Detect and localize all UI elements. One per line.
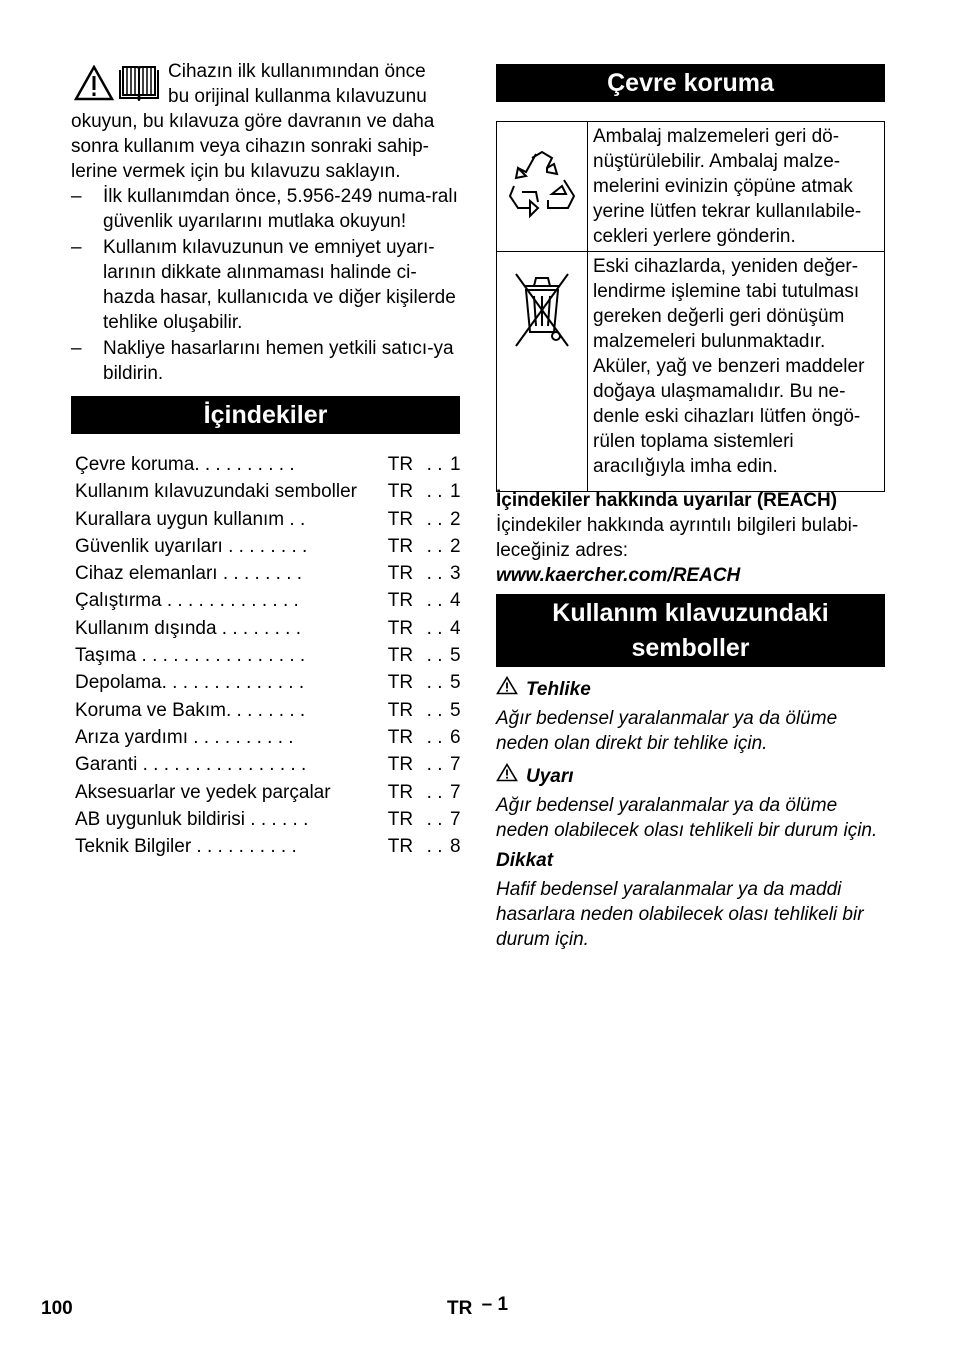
symbols-heading-line1: Kullanım kılavuzundaki: [552, 599, 829, 627]
toc-entry-lang: TR: [387, 836, 414, 858]
toc-entry-lang: TR: [387, 808, 414, 830]
reach-title: İçindekiler hakkında uyarılar (REACH): [496, 490, 838, 511]
toc-entry-dots: . .: [426, 590, 443, 612]
toc-row: [71, 478, 460, 505]
toc-entry-lang: TR: [387, 590, 414, 612]
intro-line-1: Cihazın ilk kullanımından önce: [168, 61, 426, 82]
toc-entry-lang: TR: [387, 699, 414, 721]
toc-row: [71, 833, 460, 860]
toc-entry-lang: TR: [387, 672, 414, 694]
toc-entry-lang: TR: [387, 754, 414, 776]
intro-line-4: sonra kullanım veya cihazın sonraki sahip-: [71, 136, 430, 157]
footer-sep: –: [481, 1294, 493, 1315]
toc-entry-page: 2: [450, 535, 461, 557]
toc-entry-lang: TR: [387, 617, 414, 639]
toc-entry-title: Çalıştırma . . . . . . . . . . . . .: [75, 590, 299, 612]
table-of-contents: [71, 451, 460, 860]
caution-title: Dikkat: [496, 850, 554, 871]
danger-header: [496, 676, 885, 702]
toc-entry-lang: TR: [387, 726, 414, 748]
symbols-heading-line2: semboller: [631, 634, 750, 662]
toc-entry-page: 5: [450, 672, 461, 694]
intro-line-2: bu orijinal kullanma kılavuzunu: [168, 86, 427, 107]
intro-line-3: okuyun, bu kılavuza göre davranın ve daha: [71, 111, 435, 132]
toc-entry-title: Teknik Bilgiler . . . . . . . . . .: [75, 836, 297, 858]
toc-entry-dots: . .: [426, 535, 443, 557]
warning-triangle-icon: [496, 763, 518, 789]
toc-entry-lang: TR: [387, 563, 414, 585]
weee-text: Eski cihazlarda, yeniden değer-lendirme işlemine tabi tutulması gereken değerli geri dönüşüm malzemeleri bulunmaktadır. Aküler, yağ ve benzeri maddeler doğaya ulaşmamalıdır. Bu ne-denle eski cihazları lütfen öngö-rülen toplama sistemleri aracılığıyla imha edin.: [588, 252, 885, 492]
crossed-bin-icon: [510, 334, 574, 355]
toc-entry-title: Güvenlik uyarıları . . . . . . . .: [75, 535, 308, 557]
toc-entry-dots: . .: [426, 781, 443, 803]
toc-row: [71, 751, 460, 778]
caution-text: Hafif bedensel yaralanmalar ya da maddi hasarlara neden olabilecek olası tehlikeli bir durum için.: [496, 879, 864, 950]
toc-entry-title: Aksesuarlar ve yedek parçalar: [75, 781, 331, 803]
toc-entry-page: 7: [450, 781, 461, 803]
env-table: [496, 121, 885, 492]
intro-line-5: lerine vermek için bu kılavuzu saklayın.: [71, 161, 401, 182]
toc-entry-dots: . .: [426, 808, 443, 830]
toc-heading: İçindekiler: [71, 396, 460, 434]
toc-row: [71, 615, 460, 642]
section-page: [447, 1294, 509, 1320]
toc-entry-lang: TR: [387, 454, 414, 475]
footer-section-page: 1: [497, 1294, 509, 1315]
recycle-icon: [504, 206, 580, 227]
toc-entry-title: Taşıma . . . . . . . . . . . . . . . .: [75, 645, 306, 667]
toc-entry-title: AB uygunluk bildirisi . . . . . .: [75, 808, 309, 830]
toc-entry-dots: . .: [426, 699, 443, 721]
toc-entry-page: 4: [450, 590, 461, 612]
toc-entry-dots: . .: [426, 836, 443, 858]
toc-entry-dots: . .: [426, 454, 443, 475]
warning-triangle-icon: [496, 676, 518, 702]
toc-row: [71, 506, 460, 533]
list-item: – Kullanım kılavuzunun ve emniyet uyarı-larının dikkate alınmaması halinde ci-hazda hasar, kullanıcıda ve diğer kişilerde tehlike oluşabilir.: [71, 237, 456, 333]
symbols-heading: [496, 594, 885, 667]
toc-entry-title: Kurallara uygun kullanım . .: [75, 508, 306, 530]
warning-text: Ağır bedensel yaralanmalar ya da ölüme neden olabilecek olası tehlikeli bir durum için.: [496, 795, 878, 841]
intro-bullets: [71, 184, 460, 386]
toc-row: [71, 697, 460, 724]
toc-row: [71, 669, 460, 696]
toc-entry-dots: . .: [426, 617, 443, 639]
toc-row: [71, 533, 460, 560]
env-heading: Çevre koruma: [496, 64, 885, 102]
toc-entry-title: Cihaz elemanları . . . . . . . .: [75, 563, 303, 585]
toc-entry-page: 3: [450, 563, 461, 585]
recycle-text: Ambalaj malzemeleri geri dö-nüştürülebilir. Ambalaj malze-melerini evinizin çöpüne atmak yerine lütfen tekrar kullanılabile-cekleri yerlere gönderin.: [588, 122, 885, 252]
toc-entry-lang: TR: [387, 645, 414, 667]
footer-lang: TR: [447, 1298, 473, 1319]
toc-row: [71, 587, 460, 614]
symbols-block: [496, 676, 885, 952]
toc-entry-page: 7: [450, 754, 461, 776]
list-item: – Nakliye hasarlarını hemen yetkili satıcı-ya bildirin.: [71, 338, 454, 384]
toc-entry-title: Çevre koruma. . . . . . . . . .: [75, 454, 295, 475]
reach-text: İçindekiler hakkında ayrıntılı bilgileri bulabi-leceğiniz adres:: [496, 515, 859, 561]
warning-title: Uyarı: [526, 765, 574, 787]
toc-row: [71, 451, 460, 478]
toc-entry-lang: TR: [387, 781, 414, 803]
toc-row: [71, 724, 460, 751]
toc-row: [71, 806, 460, 833]
page-number: 100: [41, 1298, 73, 1319]
toc-entry-title: Depolama. . . . . . . . . . . . . .: [75, 672, 305, 694]
toc-entry-page: 1: [450, 481, 461, 503]
danger-title: Tehlike: [526, 678, 591, 700]
intro-icons: [74, 65, 160, 107]
warning-header: [496, 763, 885, 789]
toc-entry-dots: . .: [426, 508, 443, 530]
reach-url: www.kaercher.com/REACH: [496, 565, 741, 586]
toc-entry-page: 5: [450, 645, 461, 667]
toc-entry-dots: . .: [426, 481, 443, 503]
toc-entry-dots: . .: [426, 754, 443, 776]
toc-entry-page: 1: [450, 454, 461, 475]
toc-row: [71, 560, 460, 587]
toc-entry-title: Arıza yardımı . . . . . . . . . .: [75, 726, 294, 748]
toc-entry-page: 2: [450, 508, 461, 530]
toc-entry-dots: . .: [426, 645, 443, 667]
toc-entry-title: Kullanım dışında . . . . . . . .: [75, 617, 301, 639]
toc-entry-dots: . .: [426, 563, 443, 585]
table-row: [497, 252, 885, 492]
table-row: [497, 122, 885, 252]
toc-entry-title: Garanti . . . . . . . . . . . . . . . .: [75, 754, 307, 776]
manual-book-icon: [118, 65, 160, 107]
toc-entry-lang: TR: [387, 481, 414, 503]
toc-row: [71, 779, 460, 806]
toc-entry-page: 7: [450, 808, 461, 830]
warning-triangle-icon: [74, 65, 114, 107]
intro-block: [71, 59, 460, 387]
toc-row: [71, 642, 460, 669]
toc-entry-lang: TR: [387, 508, 414, 530]
env-table-wrap: [496, 121, 885, 492]
reach-block: [496, 488, 885, 588]
toc-entry-title: Kullanım kılavuzundaki semboller: [75, 481, 357, 503]
toc-entry-title: Koruma ve Bakım. . . . . . . .: [75, 699, 306, 721]
toc-entry-page: 4: [450, 617, 461, 639]
toc-entry-dots: . .: [426, 726, 443, 748]
weee-cell: [497, 252, 588, 492]
toc-entry-dots: . .: [426, 672, 443, 694]
toc-entry-page: 6: [450, 726, 461, 748]
toc-entry-lang: TR: [387, 535, 414, 557]
toc-entry-page: 8: [450, 836, 461, 858]
danger-text: Ağır bedensel yaralanmalar ya da ölüme neden olan direkt bir tehlike için.: [496, 708, 838, 754]
list-item: – İlk kullanımdan önce, 5.956-249 numa-ralı güvenlik uyarılarını mutlaka okuyun!: [71, 186, 458, 232]
toc-entry-page: 5: [450, 699, 461, 721]
recycle-cell: [497, 122, 588, 252]
